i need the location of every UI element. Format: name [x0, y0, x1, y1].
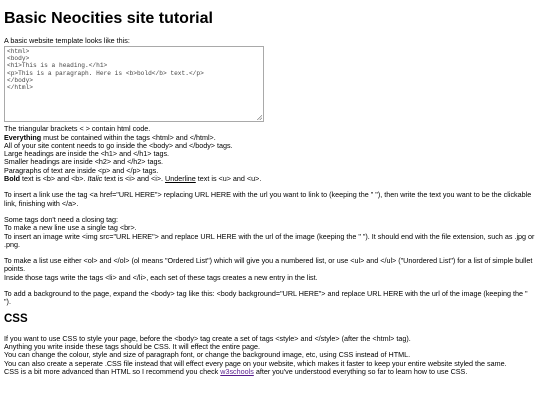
- basics-line-1: The triangular brackets < > contain html code.: [4, 124, 151, 134]
- basics-line-3: All of your site content needs to go inside the <body> and </body> tags.: [4, 140, 233, 150]
- css-line-5-a: CSS is a bit more advanced than HTML so I recommend you check: [4, 366, 221, 376]
- underline-example: Underline: [165, 174, 196, 184]
- basics-line-7-b: text is <i> and <i>.: [102, 174, 166, 184]
- basics-section: [4, 125, 536, 183]
- css-line-3: You can change the colour, style and size of paragraph font, or change the background image, etc, using CSS instead of HTML.: [4, 350, 411, 360]
- css-line-4: You can also create a seperate .CSS file instead that will effect every page on your website, which makes it faster to keep your entire website styled the same.: [4, 358, 507, 368]
- closing-line-2: To make a new line use a single tag <br>.: [4, 223, 137, 233]
- lists-line-2: Inside those tags write the tags <li> and </li>, each set of these tags creates a new entry in the list.: [4, 272, 318, 282]
- basics-line-6: Paragraphs of text are inside <p> and </p> tags.: [4, 165, 159, 175]
- css-line-2: Anything you write inside these tags should be CSS. It will effect the entire page.: [4, 341, 260, 351]
- basics-line-4: Large headings are inside the <h1> and </h1> tags.: [4, 149, 170, 159]
- closing-tags-section: [4, 216, 536, 249]
- background-paragraph: To add a background to the page, expand the <body> tag like this: <body background="URL HERE"> and replace URL HERE with the url of the image (keeping the " ").: [4, 289, 528, 307]
- everything-bold: Everything: [4, 132, 42, 142]
- basics-line-7-c: text is <u> and <u>.: [195, 174, 262, 184]
- template-intro: A basic website template looks like this:: [4, 36, 130, 45]
- bold-example: Bold: [4, 174, 20, 184]
- lists-section: [4, 257, 536, 282]
- css-heading: CSS: [4, 312, 28, 325]
- links-paragraph: To insert a link use the tag <a href="URL HERE"> replacing URL HERE with the url you want to link to (keeping the " "), then write the text you want to be the clickable link, finishing with </a>.: [4, 190, 532, 208]
- resize-grip-icon[interactable]: [257, 115, 262, 120]
- basics-line-5: Smaller headings are inside <h2> and </h2> tags.: [4, 157, 164, 167]
- basics-line-7-a: text is <b> and <b>.: [19, 174, 88, 184]
- template-code-textarea[interactable]: [4, 46, 264, 122]
- css-section: [4, 335, 536, 376]
- css-line-5-b: after you've understood everything so far to learn how to use CSS.: [253, 366, 468, 376]
- css-line-1: If you want to use CSS to style your page, before the <body> tag create a set of tags <style> and </style> (after the <html> tag).: [4, 333, 411, 343]
- basics-line-7: [4, 175, 536, 183]
- page-title: Basic Neocities site tutorial: [4, 10, 213, 27]
- closing-line-1: Some tags don't need a closing tag:: [4, 214, 119, 224]
- closing-line-3: To insert an image write <img src="URL HERE"> and replace URL HERE with the url of the image (keeping the " "). It should end with the file extension, such as .jpg or .png.: [4, 231, 535, 249]
- template-code-text: <html> <body> <h1>This is a heading.</h1> <p>This is a paragraph. Here is <b>bold</b> text.</p> </body> </html>: [7, 48, 204, 91]
- css-line-5: [4, 368, 536, 376]
- basics-line-2-text: must be contained within the tags <html> and </html>.: [41, 132, 216, 142]
- lists-line-1: To make a list use either <ol> and </ol> (ol means "Ordered List") which will give you a numbered list, or use <ul> and </ul> ("Unordered List") for a list of simple bullet points.: [4, 256, 533, 274]
- w3schools-link[interactable]: w3schools: [220, 366, 254, 376]
- italic-example: Italic: [87, 174, 103, 184]
